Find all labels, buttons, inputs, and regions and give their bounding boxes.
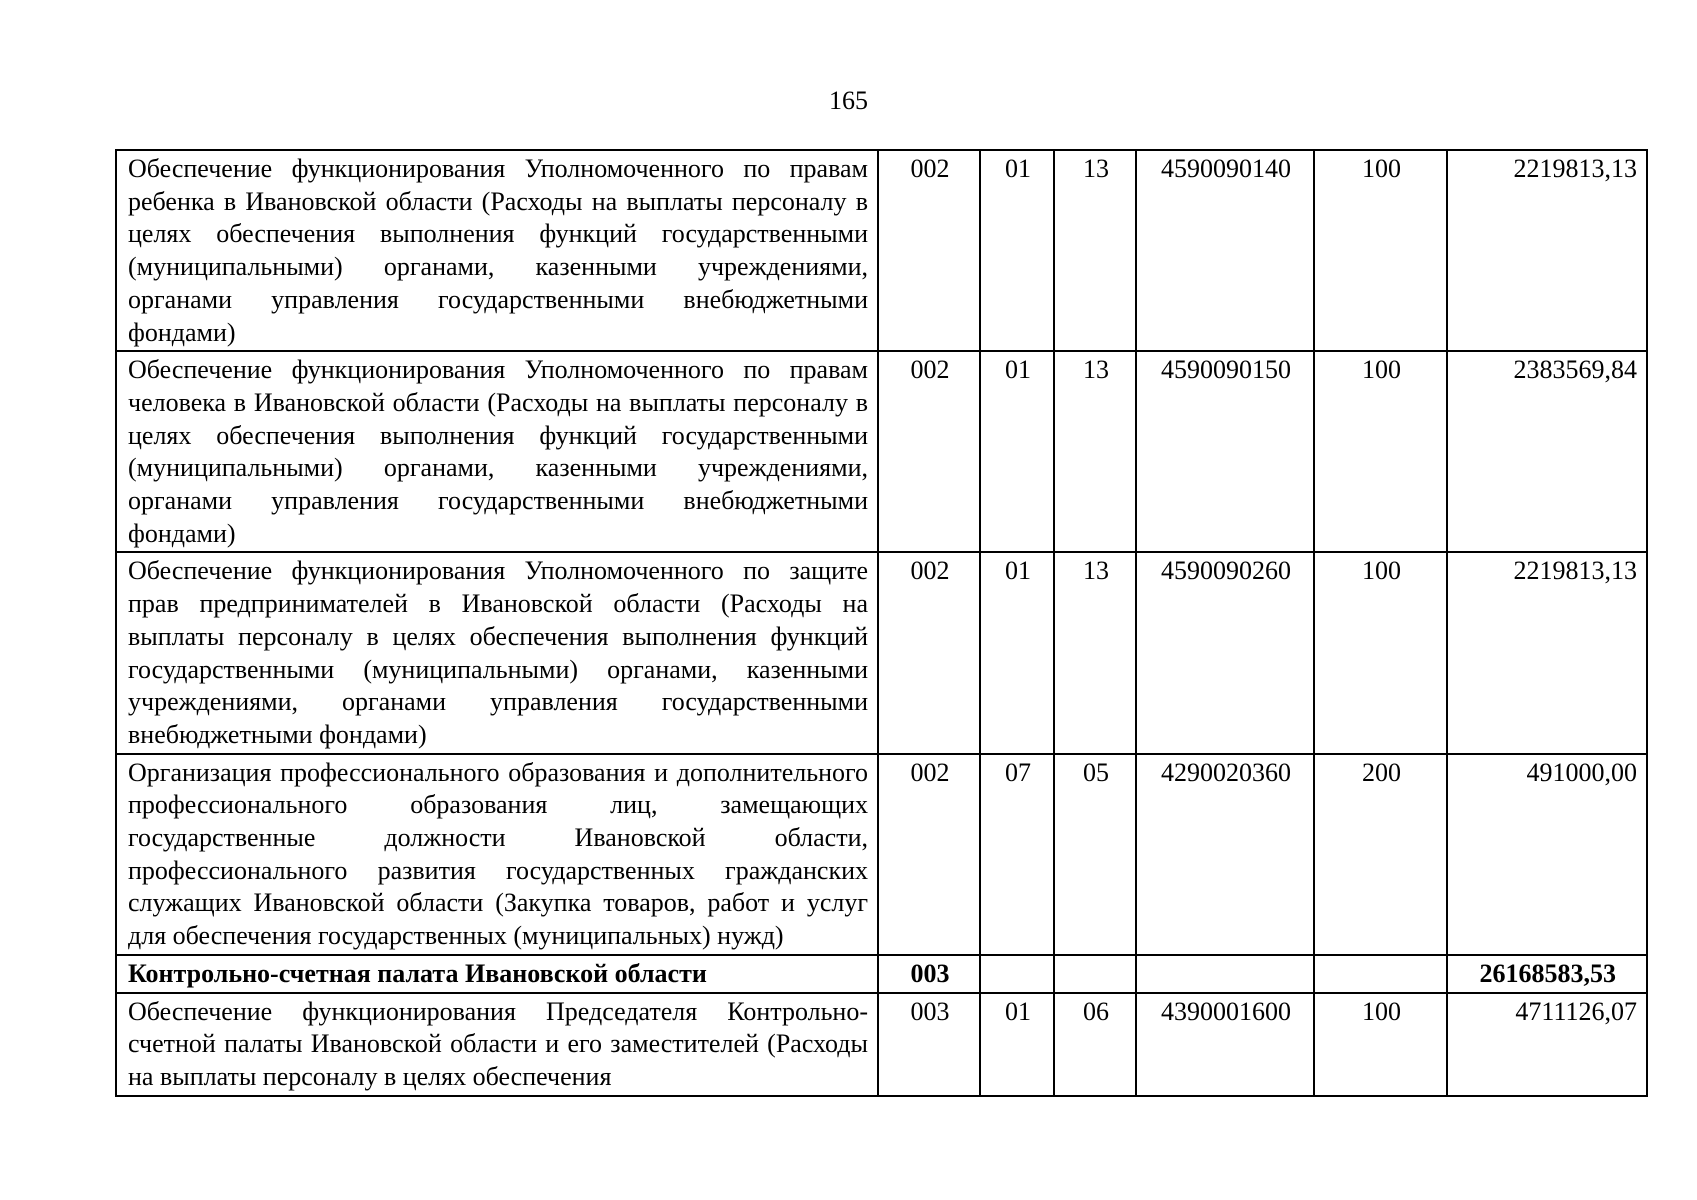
row-description: Обеспечение функционирования Уполномоченного по правам ребенка в Ивановской области (Расходы на выплаты персоналу в целях обеспечения выполнения функций государственными (муниципальными) органами, казенными учреждениями, органами управления государственными внебюджетными фондами) bbox=[116, 150, 878, 351]
ministry-code: 002 bbox=[878, 351, 980, 552]
target-article-code: 4590090140 bbox=[1136, 150, 1314, 351]
section-code: 07 bbox=[980, 754, 1054, 955]
ministry-code: 003 bbox=[878, 993, 980, 1096]
table-row bbox=[116, 351, 1647, 552]
expense-type-code bbox=[1314, 955, 1447, 993]
row-description: Обеспечение функционирования Уполномоченного по защите прав предпринимателей в Ивановской области (Расходы на выплаты персоналу в целях обеспечения выполнения функций государственными (муниципальными) органами, казенными учреждениями, органами управления государственными внебюджетными фондами) bbox=[116, 552, 878, 753]
section-code bbox=[980, 955, 1054, 993]
section-code: 01 bbox=[980, 351, 1054, 552]
page-number: 165 bbox=[829, 86, 868, 115]
row-description-cell bbox=[116, 993, 878, 1096]
subsection-code: 13 bbox=[1054, 552, 1136, 753]
table-row-total bbox=[116, 955, 1647, 993]
amount-value: 2219813,13 bbox=[1447, 150, 1647, 351]
expense-type-code: 200 bbox=[1314, 754, 1447, 955]
row-description: Обеспечение функционирования Уполномоченного по правам человека в Ивановской области (Расходы на выплаты персоналу в целях обеспечения выполнения функций государственными (муниципальными) органами, казенными учреждениями, органами управления государственными внебюджетными фондами) bbox=[116, 351, 878, 552]
amount-value: 2219813,13 bbox=[1447, 552, 1647, 753]
subsection-code bbox=[1054, 955, 1136, 993]
expense-type-code: 100 bbox=[1314, 351, 1447, 552]
amount-value: 2383569,84 bbox=[1447, 351, 1647, 552]
table-row bbox=[116, 754, 1647, 955]
row-description: Организация профессионального образования и дополнительного профессионального образования лиц, замещающих государственные должности Ивановской области, профессионального развития государственных гражданских служащих Ивановской области (Закупка товаров, работ и услуг для обеспечения государственных (муниципальных) нужд) bbox=[116, 754, 878, 955]
ministry-code: 003 bbox=[878, 955, 980, 993]
row-description: Обеспечение функционирования Председателя Контрольно-счетной палаты Ивановской области и его заместителей (Расходы на выплаты персоналу в целях обеспечения bbox=[128, 996, 868, 1091]
target-article-code bbox=[1136, 955, 1314, 993]
subsection-code: 06 bbox=[1054, 993, 1136, 1096]
amount-value: 491000,00 bbox=[1447, 754, 1647, 955]
expense-type-code: 100 bbox=[1314, 993, 1447, 1096]
section-code: 01 bbox=[980, 993, 1054, 1096]
expense-type-code: 100 bbox=[1314, 150, 1447, 351]
row-description: Контрольно-счетная палата Ивановской области bbox=[116, 955, 878, 993]
amount-value: 4711126,07 bbox=[1447, 993, 1647, 1096]
table-row bbox=[116, 993, 1647, 1096]
section-code: 01 bbox=[980, 150, 1054, 351]
ministry-code: 002 bbox=[878, 150, 980, 351]
section-code: 01 bbox=[980, 552, 1054, 753]
target-article-code: 4590090150 bbox=[1136, 351, 1314, 552]
amount-value: 26168583,53 bbox=[1447, 955, 1647, 993]
ministry-code: 002 bbox=[878, 552, 980, 753]
table-row bbox=[116, 150, 1647, 351]
target-article-code: 4390001600 bbox=[1136, 993, 1314, 1096]
target-article-code: 4590090260 bbox=[1136, 552, 1314, 753]
ministry-code: 002 bbox=[878, 754, 980, 955]
table-row bbox=[116, 552, 1647, 753]
subsection-code: 13 bbox=[1054, 150, 1136, 351]
budget-table bbox=[115, 149, 1648, 1097]
expense-type-code: 100 bbox=[1314, 552, 1447, 753]
subsection-code: 13 bbox=[1054, 351, 1136, 552]
target-article-code: 4290020360 bbox=[1136, 754, 1314, 955]
subsection-code: 05 bbox=[1054, 754, 1136, 955]
